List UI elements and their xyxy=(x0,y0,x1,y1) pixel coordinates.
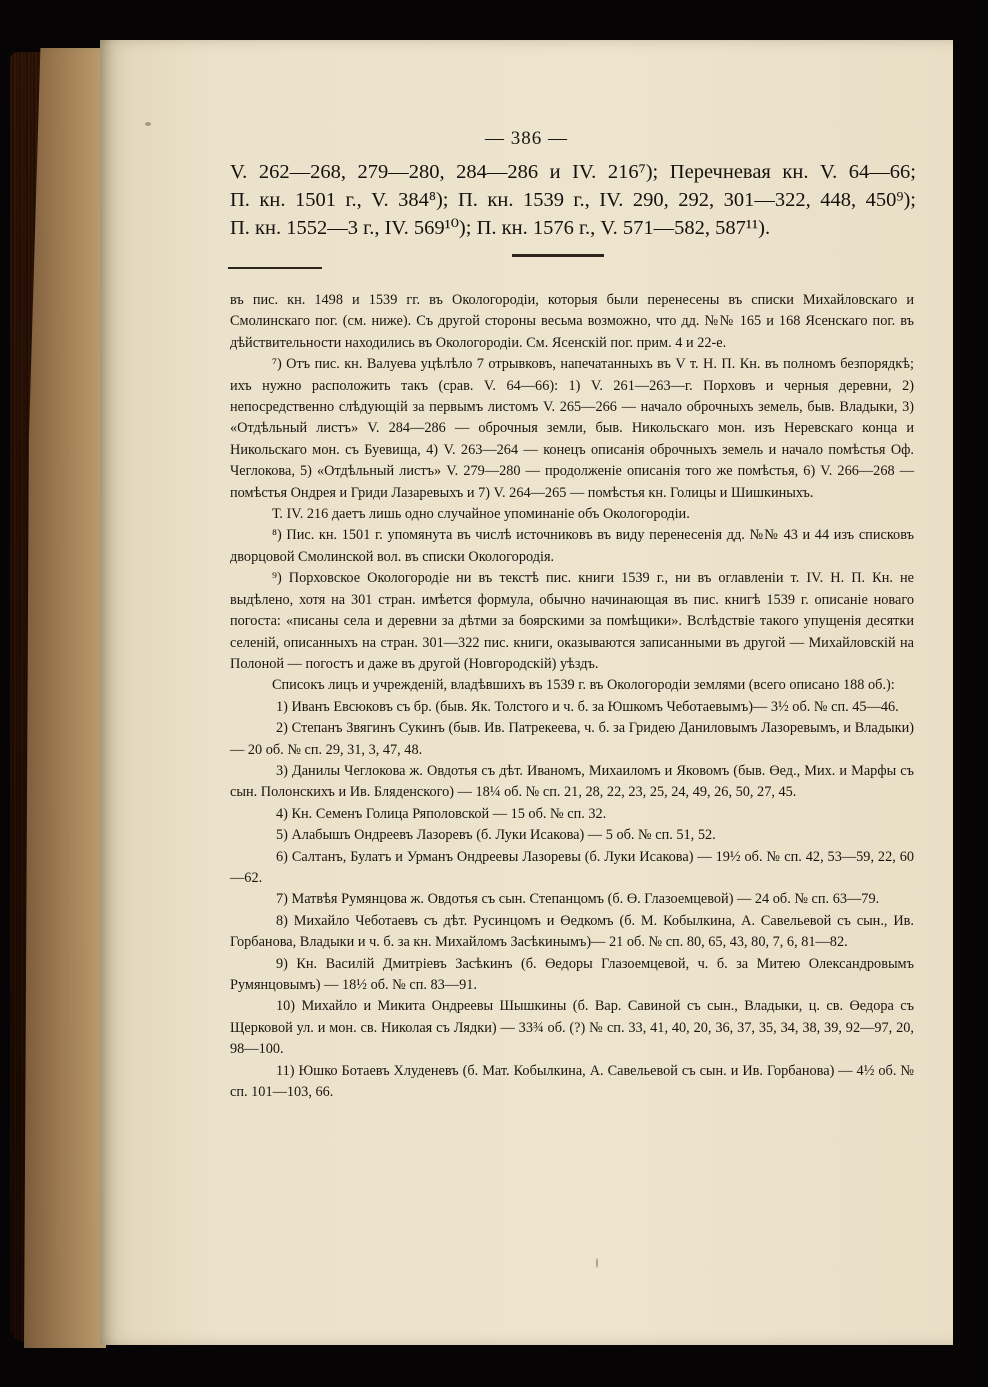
owner-item: 6) Салтанъ, Булатъ и Урманъ Ондреевы Лазоревы (б. Луки Исакова) — 19½ об. № сп. 42, 53—59, 22, 60—62. xyxy=(230,848,914,886)
owners-list-intro: Списокъ лицъ и учрежденій, владѣвшихъ въ 1539 г. въ Окологородіи землями (всего описано 188 об.): xyxy=(272,677,895,694)
page-number: — 386 — xyxy=(485,128,568,149)
footnote-continuation: въ пис. кн. 1498 и 1539 гг. въ Окологородіи, которыя были перенесены въ списки Михайловскаго и Смолинскаго пог. (см. ниже). Съ другой стороны весьма возможно, что дд. №№ 165 и 168 Ясенскаго пог. въ дѣйствительности находились въ Окологородіи. См. Ясенскій пог. прим. 4 и 22-е. xyxy=(230,292,914,351)
header-line: П. кн. 1552—3 г., IV. 569¹⁰); П. кн. 1576 г., V. 571—582, 587¹¹). xyxy=(230,217,771,239)
header-line: П. кн. 1501 г., V. 384⁸); П. кн. 1539 г., IV. 290, 292, 301—322, 448, 450⁹); xyxy=(230,189,916,211)
owner-item: 11) Юшко Ботаевъ Хлуденевъ (б. Мат. Кобылкина, А. Савельевой съ сын. и Ив. Горбанова) — 4½ об. № сп. 101—103, 66. xyxy=(230,1062,914,1101)
paper-spot xyxy=(145,122,151,126)
header-line: V. 262—268, 279—280, 284—286 и IV. 216⁷); Перечневая кн. V. 64—66; xyxy=(230,161,916,183)
owner-item: 7) Матвѣя Румянцова ж. Овдотья съ сын. Степанцомъ (б. Ө. Глазоемцевой) — 24 об. № сп. 63—79. xyxy=(276,891,880,908)
footnote-9: ⁹) Порховское Окологородіе ни въ текстѣ пис. книги 1539 г., ни въ оглавленіи т. IV. Н. П. Кн. не выдѣлено, хотя на 301 стран. имѣется формула, обычно начинающая въ пис. книгѣ 1539 г. описаніе новаго погоста: «писаны села и деревни за дѣтми за боярскими за помѣщики». Вслѣдствіе такого упущенія десятки селеній, описанныхъ на стран. 301—322 пис. книги, оказываются записанными въ другой — Михайловскій на Полоной — погостъ и даже въ другой (Новгородскій) уѣздъ. xyxy=(230,570,914,672)
footnote-8: ⁸) Пис. кн. 1501 г. упомянута въ числѣ источниковъ въ виду перенесенія дд. №№ 43 и 44 изъ списковъ дворцовой Смолинской вол. въ списки Окологородія. xyxy=(230,527,914,565)
owner-item: 8) Михайло Чеботаевъ съ дѣт. Русинцомъ и Өедкомъ (б. М. Кобылкина, А. Савельевой съ сын., Ив. Горбанова, Владыки и ч. б. за кн. Михайломъ Засѣкинымъ)— 21 об. № сп. 80, 65, 43, 80, 7, 6, 81—82. xyxy=(230,912,914,951)
footnote-rule xyxy=(228,267,322,269)
footnotes xyxy=(230,290,914,1103)
footnote-7-remark: Т. IV. 216 даетъ лишь одно случайное упоминаніе объ Окологородіи. xyxy=(272,506,690,523)
header-text xyxy=(230,158,916,242)
owner-item: 2) Степанъ Звягинъ Сукинъ (быв. Ив. Патрекеева, ч. б. за Гридею Даниловымъ Лазоревымъ, и Владыки) — 20 об. № сп. 29, 31, 3, 47, 48. xyxy=(230,720,914,758)
owner-item: 9) Кн. Василій Дмитріевъ Засѣкинъ (б. Өедоры Глазоемцевой, ч. б. за Митею Олександровымъ Румянцовымъ) — 18½ об. № сп. 83—91. xyxy=(230,955,914,993)
page-stack xyxy=(24,48,106,1348)
owner-item: 10) Михайло и Микита Ондреевы Шышкины (б. Вар. Савиной съ сын., Владыки, ц. св. Өедора съ Щерковой ул. и мон. св. Николая съ Лядки) — 33¾ об. (?) № сп. 33, 41, 40, 20, 36, 37, 35, 34, 38, 39, 92—97, 20, 98—100. xyxy=(230,998,914,1058)
paper-spot xyxy=(596,1258,598,1268)
owner-item: 3) Данилы Чеглокова ж. Овдотья съ дѣт. Иваномъ, Михаиломъ и Яковомъ (быв. Өед., Мих. и Марфы съ сын. Полонскихъ и Ив. Бляденского) — 18¼ об. № сп. 21, 28, 22, 23, 25, 24, 49, 26, 50, 27, 45. xyxy=(230,762,914,801)
owner-item: 5) Алабышъ Ондреевъ Лазоревъ (б. Луки Исакова) — 5 об. № сп. 51, 52. xyxy=(276,827,716,844)
owner-item: 1) Иванъ Евсюковъ съ бр. (быв. Як. Толстого и ч. б. за Юшкомъ Чеботаевымъ)— 3½ об. № сп. 45—46. xyxy=(276,698,899,715)
section-divider xyxy=(512,254,604,257)
owner-item: 4) Кн. Семенъ Голица Ряполовской — 15 об. № сп. 32. xyxy=(276,805,607,822)
footnote-7: ⁷) Отъ пис. кн. Валуева уцѣлѣло 7 отрывковъ, напечатанныхъ въ V т. Н. П. Кн. въ полномъ безпорядкѣ; ихъ нужно расположить такъ (срав. V. 64—66): 1) V. 261—263—г. Порховъ и черныя деревни, 2) непосредственно слѣдующій за первымъ листомъ V. 265—266 — начало оброчныхъ земель, быв. Владыки, 3) «Отдѣльный листъ» V. 284—286 — оброчныя земли, быв. Никольскаго мон. изъ Неревскаго конца и Никольскаго мон. съ Буевища, 4) V. 263—264 — конецъ описанія оброчныхъ земель и начало помѣстья Оф. Чеглокова, 5) «Отдѣльный листъ» V. 279—280 — продолженіе описанія того же помѣстья, 6) V. 266—268 — помѣстья Ондрея и Гриди Лазаревыхъ и 7) V. 264—265 — помѣстья кн. Голицы и Шишкиныхъ. xyxy=(230,356,914,501)
book-page xyxy=(100,40,953,1345)
